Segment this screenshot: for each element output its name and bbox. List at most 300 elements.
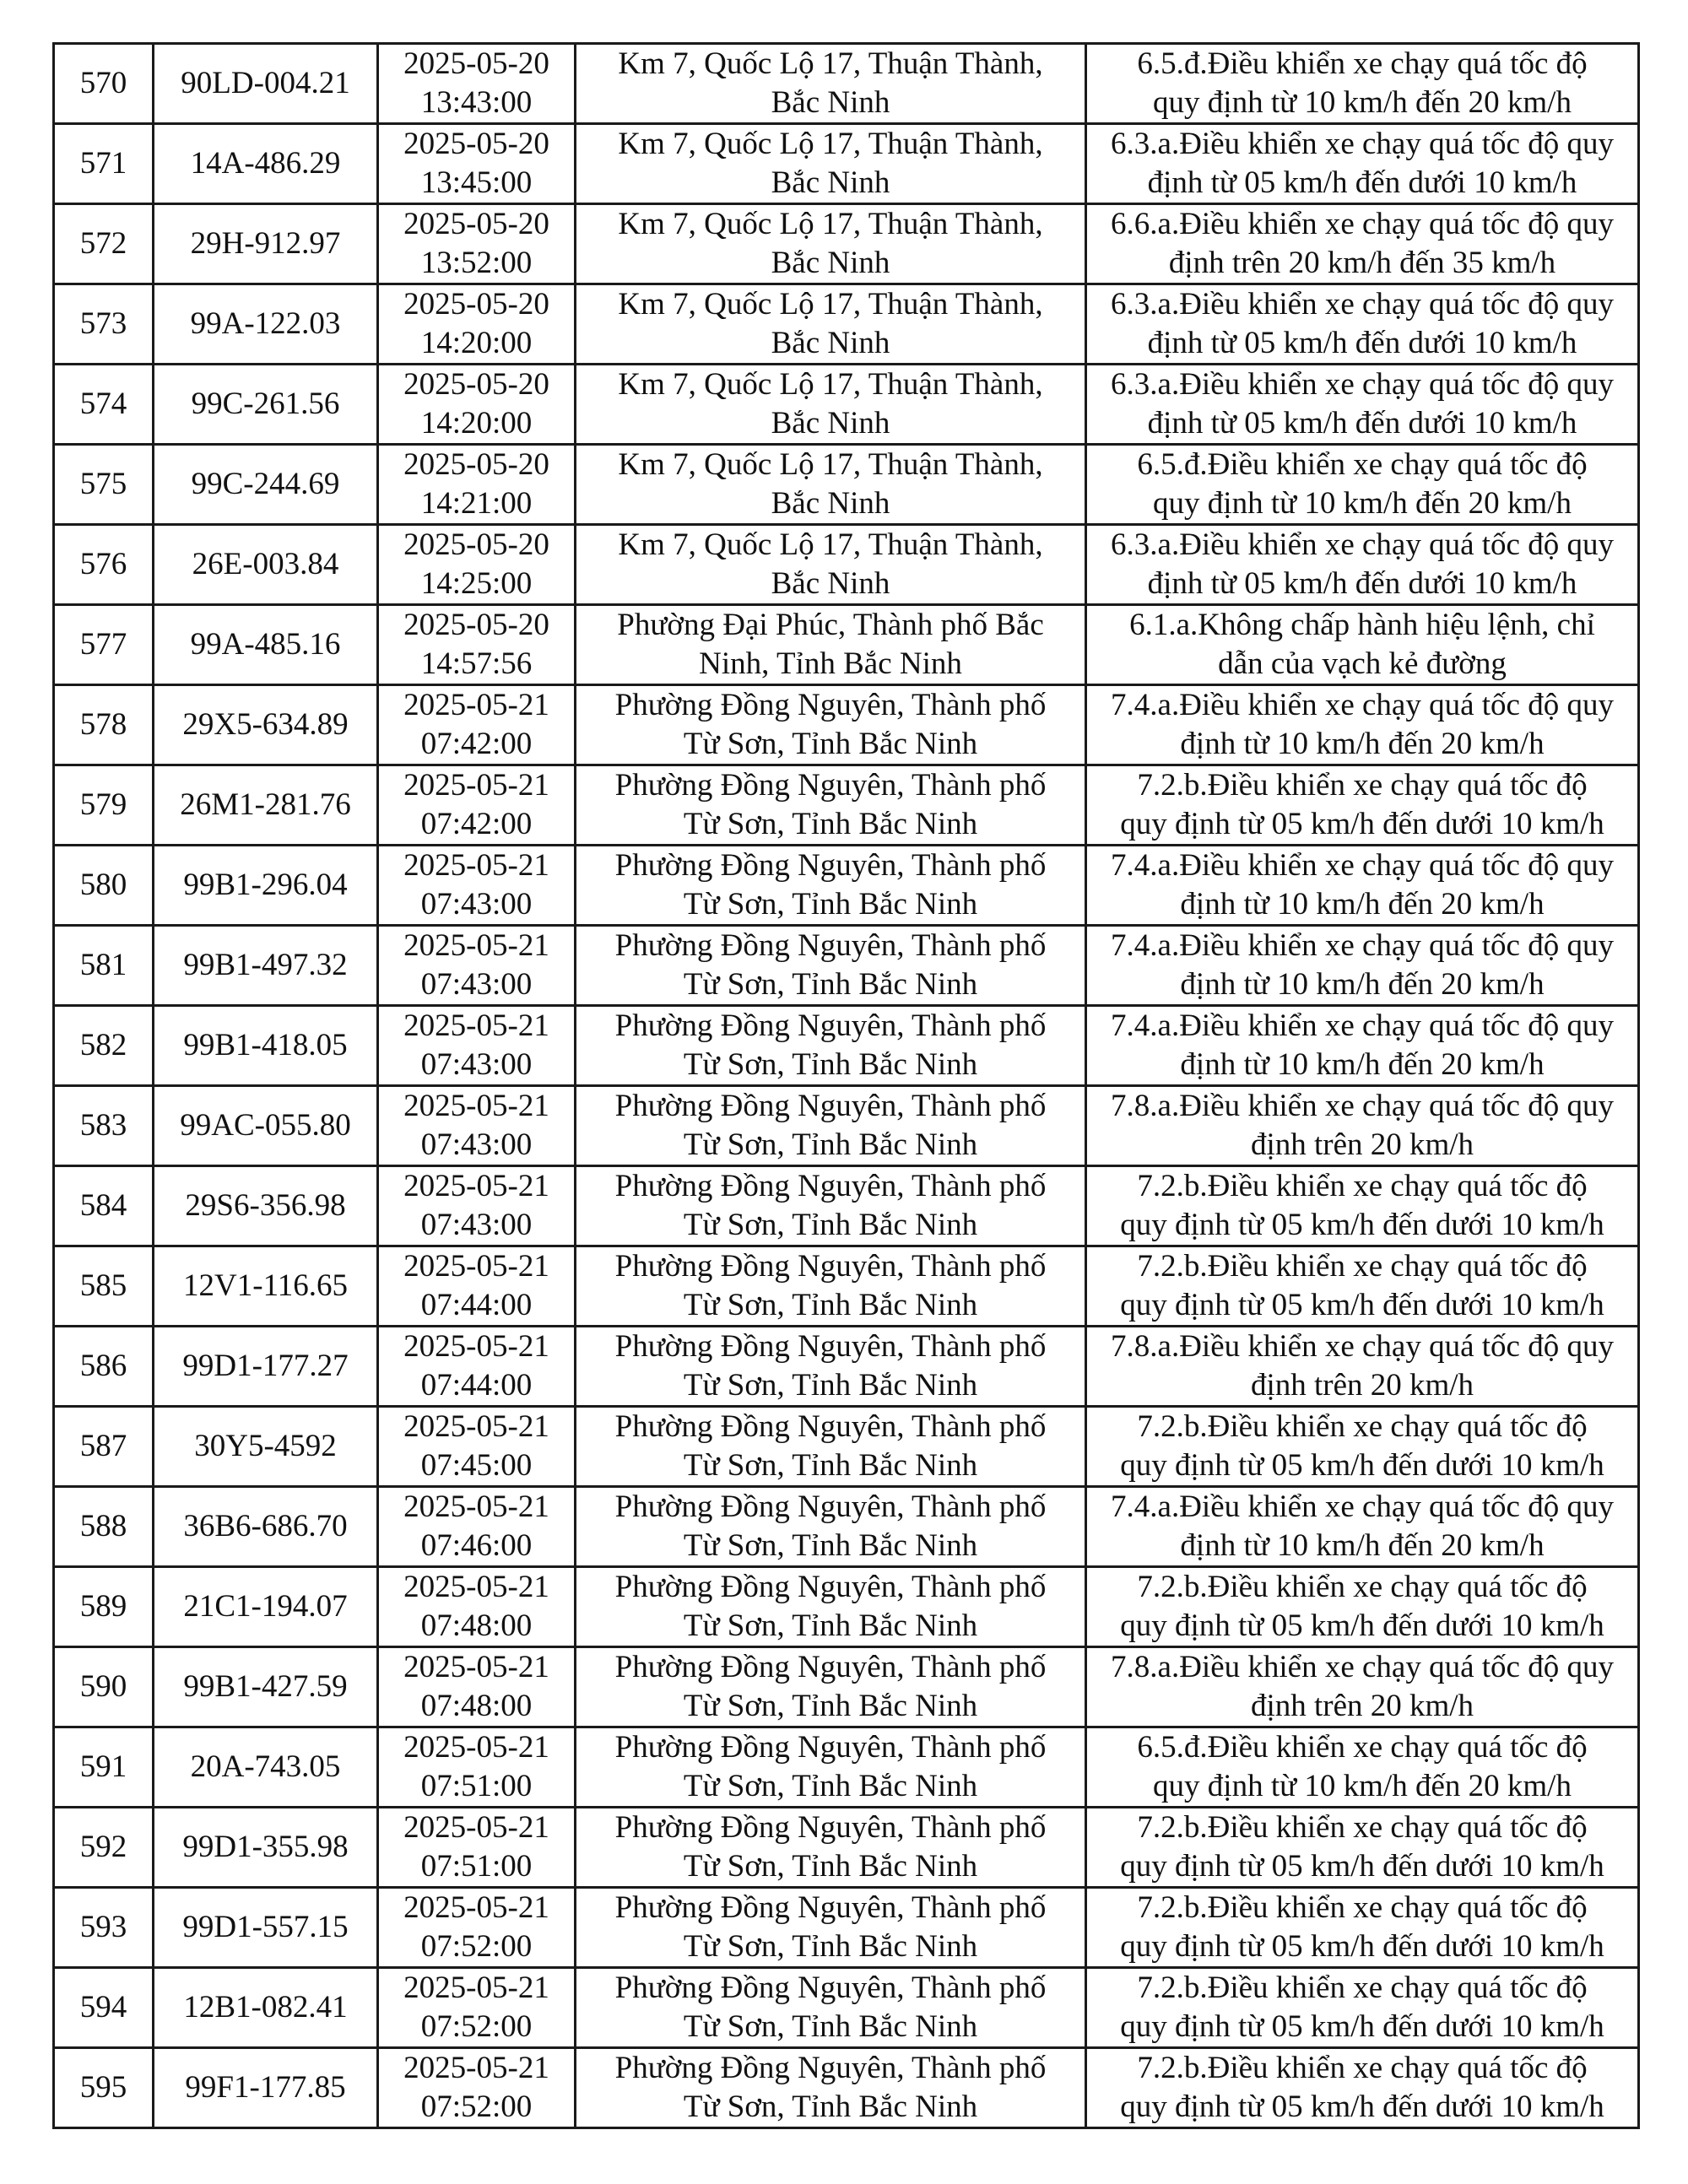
location-line-1: Phường Đồng Nguyên, Thành phố (614, 1730, 1047, 1765)
row-number (54, 685, 154, 765)
license-plate (154, 1407, 378, 1487)
license-plate-text: 99F1-177.85 (185, 2070, 346, 2105)
violation-location (576, 2048, 1086, 2128)
license-plate-text: 99A-485.16 (190, 627, 341, 662)
violation-location (576, 1647, 1086, 1727)
location-line-1: Km 7, Quốc Lộ 17, Thuận Thành, (618, 46, 1043, 81)
violation-line-1: 7.2.b.Điều khiển xe chạy quá tốc độ (1137, 1970, 1588, 2005)
license-plate (154, 685, 378, 765)
violation-date-text: 2025-05-20 (403, 447, 549, 482)
violation-line-1: 7.2.b.Điều khiển xe chạy quá tốc độ (1137, 1810, 1588, 1845)
violation-location (576, 1006, 1086, 1086)
row-number (54, 605, 154, 685)
table-row (54, 926, 1639, 1006)
violation-clock-text: 07:42:00 (420, 727, 533, 761)
violation-time (378, 1006, 576, 1086)
violation-date-text: 2025-05-21 (403, 1489, 549, 1524)
row-number (54, 44, 154, 124)
location-line-1: Phường Đồng Nguyên, Thành phố (614, 848, 1047, 883)
row-number-text: 577 (79, 627, 127, 662)
violation-location (576, 1246, 1086, 1327)
row-number-text: 585 (79, 1268, 127, 1303)
violation-clock-text: 14:57:56 (420, 646, 533, 681)
violation-description (1086, 525, 1639, 605)
violation-description (1086, 1407, 1639, 1487)
location-line-1: Phường Đồng Nguyên, Thành phố (614, 2051, 1047, 2085)
license-plate-text: 90LD-004.21 (181, 66, 350, 100)
violation-line-1: 7.2.b.Điều khiển xe chạy quá tốc độ (1137, 1570, 1588, 1604)
table-row (54, 124, 1639, 204)
violation-line-2: quy định từ 05 km/h đến dưới 10 km/h (1120, 1208, 1604, 1242)
license-plate (154, 445, 378, 525)
license-plate-text: 30Y5-4592 (194, 1429, 337, 1463)
location-line-2: Từ Sơn, Tỉnh Bắc Ninh (683, 807, 978, 841)
violation-date-text: 2025-05-21 (403, 1570, 549, 1604)
license-plate-text: 14A-486.29 (190, 146, 341, 181)
violation-line-1: 7.4.a.Điều khiển xe chạy quá tốc độ quy (1111, 1489, 1614, 1524)
license-plate (154, 1086, 378, 1166)
violation-line-1: 6.3.a.Điều khiển xe chạy quá tốc độ quy (1111, 367, 1614, 402)
violation-line-1: 7.4.a.Điều khiển xe chạy quá tốc độ quy (1111, 1008, 1614, 1043)
violation-clock-text: 14:25:00 (420, 566, 533, 601)
violation-location (576, 365, 1086, 445)
violation-clock-text: 07:46:00 (420, 1528, 533, 1563)
violation-time (378, 846, 576, 926)
violation-line-1: 7.2.b.Điều khiển xe chạy quá tốc độ (1137, 1890, 1588, 1925)
violation-time (378, 1647, 576, 1727)
location-line-2: Từ Sơn, Tỉnh Bắc Ninh (683, 1368, 978, 1403)
violation-time (378, 1487, 576, 1567)
violation-line-1: 7.8.a.Điều khiển xe chạy quá tốc độ quy (1111, 1650, 1614, 1684)
table-row (54, 685, 1639, 765)
violation-line-1: 6.6.a.Điều khiển xe chạy quá tốc độ quy (1111, 207, 1614, 241)
license-plate-text: 99B1-497.32 (183, 948, 348, 982)
row-number-text: 579 (79, 787, 127, 822)
violation-clock-text: 13:43:00 (420, 85, 533, 120)
violation-line-2: định trên 20 km/h (1250, 1689, 1474, 1723)
violation-description (1086, 445, 1639, 525)
table-body (54, 44, 1639, 2128)
license-plate (154, 765, 378, 846)
violation-description (1086, 765, 1639, 846)
violation-time (378, 2048, 576, 2128)
violation-location (576, 685, 1086, 765)
license-plate (154, 605, 378, 685)
violation-clock-text: 07:51:00 (420, 1849, 533, 1884)
license-plate (154, 2048, 378, 2128)
row-number-text: 594 (79, 1990, 127, 2025)
violation-line-1: 6.5.đ.Điều khiển xe chạy quá tốc độ (1137, 447, 1588, 482)
violation-clock-text: 07:43:00 (420, 967, 533, 1002)
license-plate-text: 99B1-418.05 (183, 1028, 348, 1062)
violation-clock-text: 07:51:00 (420, 1769, 533, 1803)
row-number-text: 581 (79, 948, 127, 982)
violation-date-text: 2025-05-20 (403, 127, 549, 161)
violation-time (378, 1888, 576, 1968)
location-line-1: Phường Đại Phúc, Thành phố Bắc (617, 608, 1044, 642)
location-line-1: Phường Đồng Nguyên, Thành phố (614, 1489, 1047, 1524)
violation-time (378, 1327, 576, 1407)
violation-description (1086, 1567, 1639, 1647)
license-plate (154, 846, 378, 926)
table-row (54, 44, 1639, 124)
violation-location (576, 445, 1086, 525)
location-line-2: Bắc Ninh (771, 246, 890, 280)
violation-date-text: 2025-05-20 (403, 207, 549, 241)
license-plate (154, 124, 378, 204)
row-number (54, 1246, 154, 1327)
violation-location (576, 1327, 1086, 1407)
violation-description (1086, 1487, 1639, 1567)
license-plate-text: 21C1-194.07 (183, 1589, 348, 1624)
violation-date-text: 2025-05-21 (403, 688, 549, 722)
violation-description (1086, 685, 1639, 765)
row-number-text: 580 (79, 868, 127, 902)
location-line-2: Từ Sơn, Tỉnh Bắc Ninh (683, 1689, 978, 1723)
violation-time (378, 44, 576, 124)
violation-date-text: 2025-05-20 (403, 46, 549, 81)
violation-date-text: 2025-05-20 (403, 527, 549, 562)
violation-line-2: định trên 20 km/h (1250, 1127, 1474, 1162)
violation-date-text: 2025-05-20 (403, 367, 549, 402)
violation-time (378, 525, 576, 605)
table-row (54, 846, 1639, 926)
location-line-1: Phường Đồng Nguyên, Thành phố (614, 1249, 1047, 1284)
violation-date-text: 2025-05-20 (403, 608, 549, 642)
row-number-text: 573 (79, 306, 127, 341)
row-number (54, 204, 154, 284)
violation-time (378, 1166, 576, 1246)
violation-clock-text: 07:52:00 (420, 2009, 533, 2044)
license-plate (154, 1487, 378, 1567)
location-line-1: Phường Đồng Nguyên, Thành phố (614, 1169, 1047, 1203)
violation-clock-text: 07:44:00 (420, 1288, 533, 1322)
row-number-text: 570 (79, 66, 127, 100)
location-line-2: Ninh, Tỉnh Bắc Ninh (699, 646, 962, 681)
row-number (54, 1407, 154, 1487)
license-plate (154, 1327, 378, 1407)
violation-location (576, 284, 1086, 365)
license-plate-text: 99AC-055.80 (180, 1108, 351, 1143)
violation-date-text: 2025-05-20 (403, 287, 549, 322)
violation-line-2: quy định từ 05 km/h đến dưới 10 km/h (1120, 1288, 1604, 1322)
violation-description (1086, 926, 1639, 1006)
license-plate (154, 1968, 378, 2048)
table-row (54, 1647, 1639, 1727)
row-number (54, 1166, 154, 1246)
violation-description (1086, 124, 1639, 204)
violation-date-text: 2025-05-21 (403, 768, 549, 803)
violation-description (1086, 2048, 1639, 2128)
row-number-text: 574 (79, 387, 127, 421)
violation-line-2: quy định từ 10 km/h đến 20 km/h (1153, 85, 1572, 120)
location-line-1: Km 7, Quốc Lộ 17, Thuận Thành, (618, 447, 1043, 482)
location-line-2: Bắc Ninh (771, 406, 890, 441)
violation-line-1: 7.2.b.Điều khiển xe chạy quá tốc độ (1137, 1249, 1588, 1284)
license-plate-text: 29S6-356.98 (185, 1188, 346, 1223)
violation-line-2: quy định từ 05 km/h đến dưới 10 km/h (1120, 1929, 1604, 1964)
violation-description (1086, 1968, 1639, 2048)
license-plate (154, 365, 378, 445)
table-row (54, 765, 1639, 846)
location-line-2: Từ Sơn, Tỉnh Bắc Ninh (683, 1528, 978, 1563)
license-plate-text: 29X5-634.89 (182, 707, 349, 742)
violation-description (1086, 1006, 1639, 1086)
license-plate-text: 99D1-557.15 (182, 1910, 349, 1944)
license-plate (154, 44, 378, 124)
location-line-1: Km 7, Quốc Lộ 17, Thuận Thành, (618, 527, 1043, 562)
row-number-text: 571 (79, 146, 127, 181)
violation-clock-text: 07:52:00 (420, 2089, 533, 2124)
violation-date-text: 2025-05-21 (403, 1249, 549, 1284)
license-plate (154, 1166, 378, 1246)
violation-line-1: 6.3.a.Điều khiển xe chạy quá tốc độ quy (1111, 287, 1614, 322)
license-plate-text: 26M1-281.76 (180, 787, 351, 822)
location-line-1: Phường Đồng Nguyên, Thành phố (614, 1810, 1047, 1845)
violation-time (378, 605, 576, 685)
violation-line-2: định từ 05 km/h đến dưới 10 km/h (1147, 165, 1577, 200)
violation-date-text: 2025-05-21 (403, 1810, 549, 1845)
violation-line-1: 6.5.đ.Điều khiển xe chạy quá tốc độ (1137, 1730, 1588, 1765)
row-number (54, 2048, 154, 2128)
violation-line-2: quy định từ 10 km/h đến 20 km/h (1153, 1769, 1572, 1803)
table-row (54, 204, 1639, 284)
violation-location (576, 204, 1086, 284)
location-line-2: Từ Sơn, Tỉnh Bắc Ninh (683, 1769, 978, 1803)
location-line-2: Bắc Ninh (771, 85, 890, 120)
row-number (54, 525, 154, 605)
license-plate-text: 99D1-177.27 (182, 1349, 349, 1383)
row-number-text: 591 (79, 1749, 127, 1784)
violation-line-2: quy định từ 05 km/h đến dưới 10 km/h (1120, 1448, 1604, 1483)
location-line-2: Từ Sơn, Tỉnh Bắc Ninh (683, 1047, 978, 1082)
location-line-2: Từ Sơn, Tỉnh Bắc Ninh (683, 1448, 978, 1483)
violation-line-2: quy định từ 05 km/h đến dưới 10 km/h (1120, 807, 1604, 841)
violation-date-text: 2025-05-21 (403, 1008, 549, 1043)
violation-time (378, 1727, 576, 1808)
location-line-1: Phường Đồng Nguyên, Thành phố (614, 768, 1047, 803)
license-plate (154, 1567, 378, 1647)
row-number-text: 593 (79, 1910, 127, 1944)
violation-description (1086, 284, 1639, 365)
license-plate (154, 1006, 378, 1086)
violation-line-2: định từ 10 km/h đến 20 km/h (1180, 967, 1545, 1002)
row-number-text: 578 (79, 707, 127, 742)
row-number-text: 595 (79, 2070, 127, 2105)
location-line-2: Bắc Ninh (771, 486, 890, 521)
violation-line-2: quy định từ 05 km/h đến dưới 10 km/h (1120, 2009, 1604, 2044)
table-row (54, 2048, 1639, 2128)
row-number (54, 765, 154, 846)
location-line-1: Phường Đồng Nguyên, Thành phố (614, 928, 1047, 963)
violation-location (576, 1086, 1086, 1166)
row-number (54, 1727, 154, 1808)
violation-clock-text: 07:44:00 (420, 1368, 533, 1403)
violation-description (1086, 1166, 1639, 1246)
table-row (54, 1888, 1639, 1968)
location-line-2: Bắc Ninh (771, 326, 890, 360)
violation-time (378, 1567, 576, 1647)
violation-clock-text: 07:52:00 (420, 1929, 533, 1964)
violation-location (576, 926, 1086, 1006)
location-line-1: Phường Đồng Nguyên, Thành phố (614, 1089, 1047, 1123)
table-row (54, 365, 1639, 445)
location-line-1: Phường Đồng Nguyên, Thành phố (614, 1329, 1047, 1364)
violation-location (576, 44, 1086, 124)
row-number-text: 575 (79, 467, 127, 501)
location-line-2: Từ Sơn, Tỉnh Bắc Ninh (683, 1208, 978, 1242)
violation-location (576, 1888, 1086, 1968)
location-line-2: Từ Sơn, Tỉnh Bắc Ninh (683, 1849, 978, 1884)
violation-clock-text: 07:43:00 (420, 1047, 533, 1082)
license-plate (154, 1808, 378, 1888)
violation-description (1086, 1327, 1639, 1407)
location-line-2: Từ Sơn, Tỉnh Bắc Ninh (683, 1127, 978, 1162)
violation-clock-text: 07:48:00 (420, 1608, 533, 1643)
violation-line-2: dẫn của vạch kẻ đường (1218, 646, 1507, 681)
violation-time (378, 284, 576, 365)
violation-line-1: 7.4.a.Điều khiển xe chạy quá tốc độ quy (1111, 688, 1614, 722)
violation-line-2: định từ 10 km/h đến 20 km/h (1180, 727, 1545, 761)
violation-description (1086, 1727, 1639, 1808)
row-number-text: 592 (79, 1830, 127, 1864)
location-line-1: Km 7, Quốc Lộ 17, Thuận Thành, (618, 287, 1043, 322)
table-row (54, 1567, 1639, 1647)
violation-line-1: 6.3.a.Điều khiển xe chạy quá tốc độ quy (1111, 527, 1614, 562)
row-number-text: 589 (79, 1589, 127, 1624)
row-number-text: 584 (79, 1188, 127, 1223)
violation-clock-text: 14:20:00 (420, 406, 533, 441)
location-line-1: Phường Đồng Nguyên, Thành phố (614, 1970, 1047, 2005)
violation-time (378, 1808, 576, 1888)
row-number-text: 588 (79, 1509, 127, 1543)
violation-description (1086, 1246, 1639, 1327)
license-plate (154, 1888, 378, 1968)
violation-description (1086, 1808, 1639, 1888)
violation-clock-text: 14:20:00 (420, 326, 533, 360)
table-row (54, 1166, 1639, 1246)
table-row (54, 284, 1639, 365)
violation-line-1: 6.1.a.Không chấp hành hiệu lệnh, chỉ (1129, 608, 1595, 642)
license-plate-text: 26E-003.84 (192, 547, 339, 581)
location-line-1: Km 7, Quốc Lộ 17, Thuận Thành, (618, 207, 1043, 241)
violation-location (576, 1166, 1086, 1246)
violation-time (378, 1246, 576, 1327)
row-number (54, 284, 154, 365)
location-line-1: Phường Đồng Nguyên, Thành phố (614, 1890, 1047, 1925)
location-line-2: Từ Sơn, Tỉnh Bắc Ninh (683, 1608, 978, 1643)
violation-clock-text: 07:43:00 (420, 1208, 533, 1242)
violation-location (576, 124, 1086, 204)
violation-description (1086, 204, 1639, 284)
table-row (54, 1407, 1639, 1487)
license-plate-text: 36B6-686.70 (183, 1509, 348, 1543)
violation-clock-text: 07:43:00 (420, 887, 533, 922)
row-number (54, 1487, 154, 1567)
violation-clock-text: 07:48:00 (420, 1689, 533, 1723)
table-row (54, 605, 1639, 685)
license-plate-text: 99B1-296.04 (183, 868, 348, 902)
violation-time (378, 926, 576, 1006)
row-number-text: 576 (79, 547, 127, 581)
violation-line-2: định từ 05 km/h đến dưới 10 km/h (1147, 566, 1577, 601)
location-line-1: Phường Đồng Nguyên, Thành phố (614, 688, 1047, 722)
license-plate (154, 926, 378, 1006)
location-line-1: Phường Đồng Nguyên, Thành phố (614, 1570, 1047, 1604)
location-line-2: Từ Sơn, Tỉnh Bắc Ninh (683, 727, 978, 761)
violation-location (576, 525, 1086, 605)
violation-time (378, 124, 576, 204)
violation-line-2: định từ 10 km/h đến 20 km/h (1180, 1047, 1545, 1082)
violation-time (378, 445, 576, 525)
row-number (54, 1647, 154, 1727)
violation-line-2: quy định từ 05 km/h đến dưới 10 km/h (1120, 2089, 1604, 2124)
violation-line-2: quy định từ 05 km/h đến dưới 10 km/h (1120, 1849, 1604, 1884)
violation-line-2: quy định từ 05 km/h đến dưới 10 km/h (1120, 1608, 1604, 1643)
license-plate-text: 12B1-082.41 (183, 1990, 348, 2025)
location-line-2: Bắc Ninh (771, 566, 890, 601)
violation-location (576, 846, 1086, 926)
violation-location (576, 1808, 1086, 1888)
license-plate (154, 1246, 378, 1327)
violation-date-text: 2025-05-21 (403, 1089, 549, 1123)
violation-time (378, 1407, 576, 1487)
violation-clock-text: 07:45:00 (420, 1448, 533, 1483)
row-number (54, 1006, 154, 1086)
violation-line-1: 7.4.a.Điều khiển xe chạy quá tốc độ quy (1111, 848, 1614, 883)
location-line-1: Phường Đồng Nguyên, Thành phố (614, 1008, 1047, 1043)
license-plate (154, 1727, 378, 1808)
row-number (54, 1808, 154, 1888)
license-plate-text: 99B1-427.59 (183, 1669, 348, 1704)
violation-clock-text: 07:42:00 (420, 807, 533, 841)
violation-location (576, 1727, 1086, 1808)
location-line-2: Từ Sơn, Tỉnh Bắc Ninh (683, 1929, 978, 1964)
violation-clock-text: 13:45:00 (420, 165, 533, 200)
violation-location (576, 1968, 1086, 2048)
license-plate-text: 20A-743.05 (190, 1749, 341, 1784)
row-number (54, 1567, 154, 1647)
violation-description (1086, 1647, 1639, 1727)
location-line-2: Từ Sơn, Tỉnh Bắc Ninh (683, 1288, 978, 1322)
violation-line-2: định từ 10 km/h đến 20 km/h (1180, 1528, 1545, 1563)
license-plate (154, 284, 378, 365)
violation-line-2: quy định từ 10 km/h đến 20 km/h (1153, 486, 1572, 521)
location-line-1: Km 7, Quốc Lộ 17, Thuận Thành, (618, 367, 1043, 402)
license-plate-text: 99C-244.69 (191, 467, 340, 501)
violation-date-text: 2025-05-21 (403, 1890, 549, 1925)
table-row (54, 525, 1639, 605)
violation-description (1086, 1888, 1639, 1968)
location-line-2: Từ Sơn, Tỉnh Bắc Ninh (683, 2009, 978, 2044)
violation-description (1086, 605, 1639, 685)
violation-date-text: 2025-05-21 (403, 2051, 549, 2085)
violation-line-2: định từ 10 km/h đến 20 km/h (1180, 887, 1545, 922)
violation-clock-text: 14:21:00 (420, 486, 533, 521)
violation-description (1086, 44, 1639, 124)
violations-table (52, 42, 1640, 2129)
table-row (54, 1808, 1639, 1888)
violation-time (378, 204, 576, 284)
violation-line-2: định từ 05 km/h đến dưới 10 km/h (1147, 326, 1577, 360)
table-row (54, 1006, 1639, 1086)
table-row (54, 1487, 1639, 1567)
violation-location (576, 1567, 1086, 1647)
row-number-text: 583 (79, 1108, 127, 1143)
violation-line-1: 7.2.b.Điều khiển xe chạy quá tốc độ (1137, 2051, 1588, 2085)
violation-date-text: 2025-05-21 (403, 928, 549, 963)
license-plate-text: 99A-122.03 (190, 306, 341, 341)
